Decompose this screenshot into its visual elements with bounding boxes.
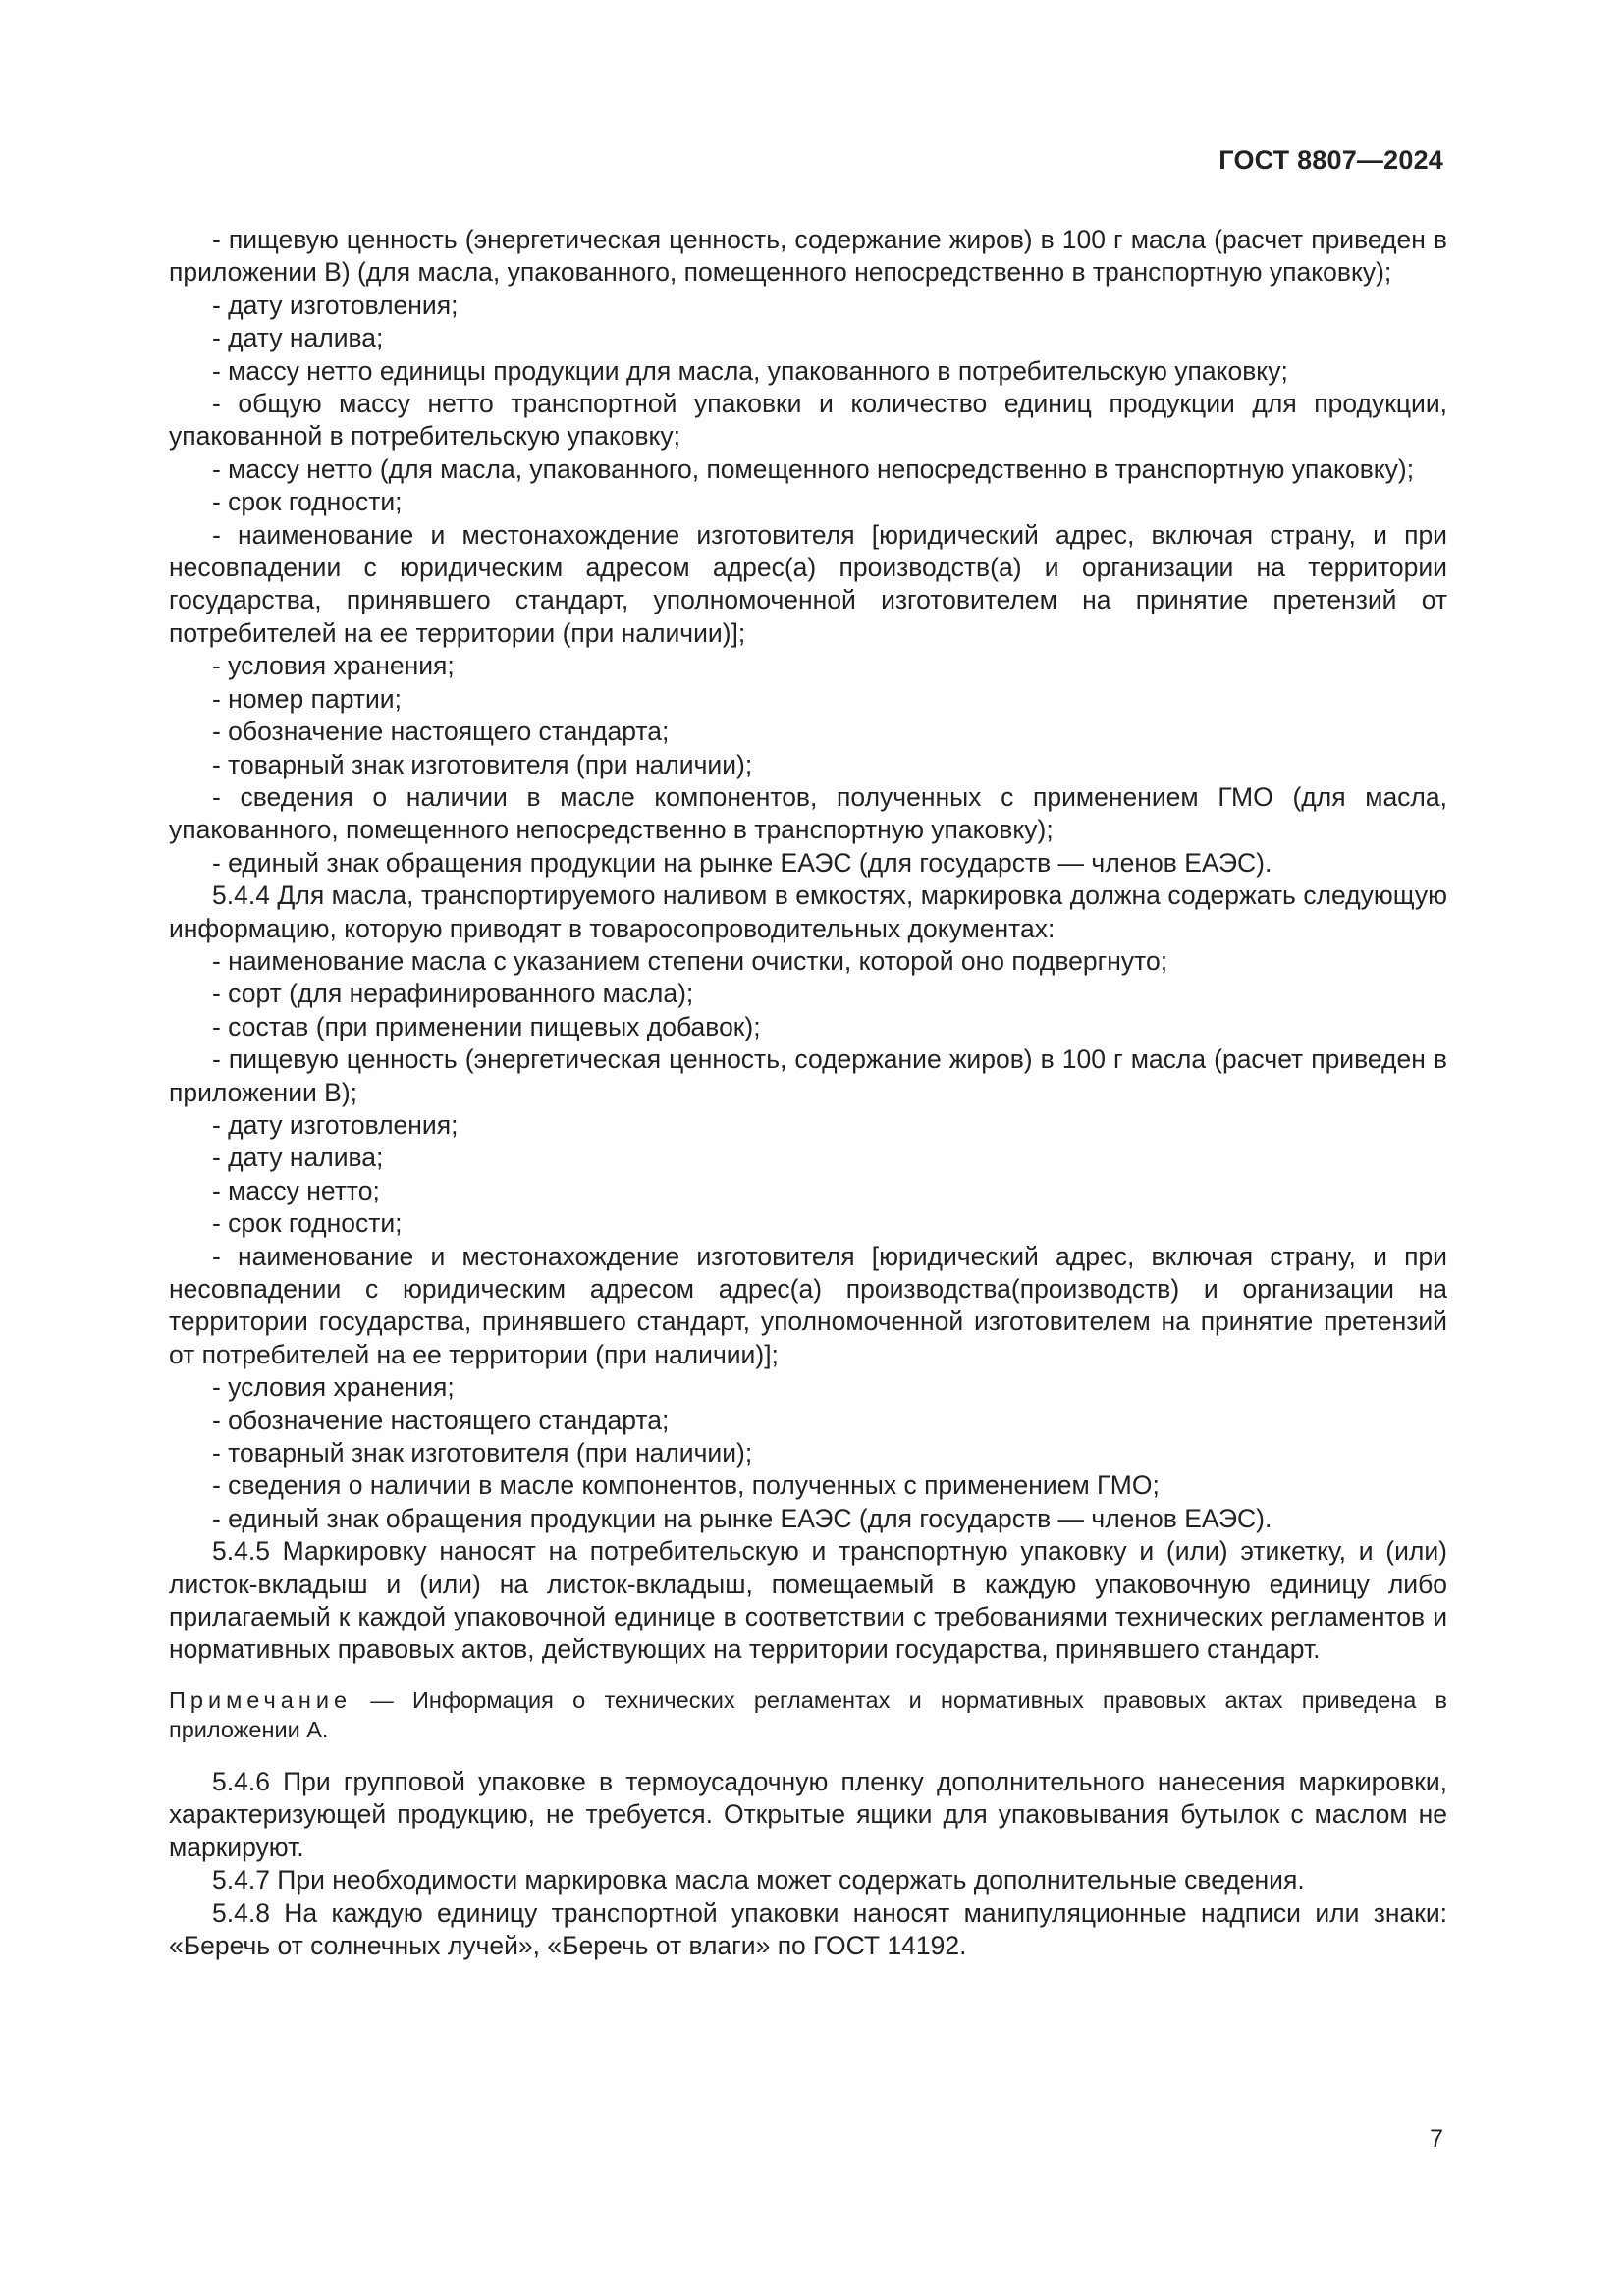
list-item: - номер партии;: [212, 683, 402, 714]
list-item: - сведения о наличии в масле компонентов, полученных с применением ГМО (для масла, упакованного, помещенного непосредственно в транспортную упаковку);: [169, 781, 1447, 845]
note-dash: —: [352, 1686, 413, 1713]
list-item: - сорт (для нерафинированного масла);: [212, 979, 694, 1009]
clause-5-4-7: 5.4.7 При необходимости маркировка масла может содержать дополнительные сведения.: [212, 1865, 1305, 1896]
list-item: - массу нетто;: [212, 1175, 380, 1205]
list-item: - обозначение настоящего стандарта;: [212, 717, 670, 747]
list-item: - массу нетто (для масла, упакованного, помещенного непосредственно в транспортную упаковку);: [212, 454, 1415, 484]
list-item: - единый знак обращения продукции на рынке ЕАЭС (для государств — членов ЕАЭС).: [212, 847, 1272, 878]
list-item: - наименование масла с указанием степени очистки, которой оно подвергнуто;: [212, 945, 1168, 976]
list-item: - дату изготовления;: [212, 1109, 459, 1140]
note: [169, 1685, 1447, 1744]
list-item: - наименование и местонахождение изготовителя [юридический адрес, включая страну, и при несовпадении с юридическим адресом адрес(а) производств(а) и организации на территории государства, принявшего стандарт, уполномоченной изготовителем на принятие претензий от потребителей на ее территории (при наличии)];: [169, 519, 1447, 648]
list-item: - дату налива;: [212, 1143, 384, 1173]
list-item: - наименование и местонахождение изготовителя [юридический адрес, включая страну, и при несовпадении с юридическим адресом адрес(а) производства(производств) и организации на территории государства, принявшего стандарт, уполномоченной изготовителем на принятие претензий от потребителей на ее территории (при наличии)];: [169, 1241, 1447, 1369]
list-item: - товарный знак изготовителя (при наличии);: [212, 749, 753, 779]
list-item: - дату изготовления;: [212, 290, 459, 320]
clause-5-4-5: 5.4.5 Маркировку наносят на потребительскую и транспортную упаковку и (или) этикетку, и (или) листок-вкладыш и (или) на листок-вкладыш, помещаемый в каждую упаковочную единицу либо прилагаемый к каждой упаковочной единице в соответствии с требованиями технических регламентов и нормативных правовых актов, действующих на территории государства, принявшего стандарт.: [169, 1536, 1447, 1665]
list-item: - срок годности;: [212, 1208, 403, 1239]
clause-5-4-6: 5.4.6 При групповой упаковке в термоусадочную пленку дополнительного нанесения маркировки, характеризующей продукцию, не требуется. Открытые ящики для упаковывания бутылок с маслом не маркируют.: [169, 1766, 1447, 1862]
list-item: - пищевую ценность (энергетическая ценность, содержание жиров) в 100 г масла (расчет приведен в приложении В) (для масла, упакованного, помещенного непосредственно в транспортную упаковку);: [169, 225, 1447, 288]
list-item: - дату налива;: [212, 323, 384, 353]
list-item: - условия хранения;: [212, 651, 455, 681]
note-text: Информация о технических регламентах и нормативных правовых актах приведена в приложении А.: [169, 1686, 1447, 1742]
document-header: ГОСТ 8807—2024: [1218, 145, 1443, 175]
list-item: - единый знак обращения продукции на рынке ЕАЭС (для государств — членов ЕАЭС).: [212, 1503, 1272, 1533]
list-item: - пищевую ценность (энергетическая ценность, содержание жиров) в 100 г масла (расчет приведен в приложении В);: [169, 1044, 1447, 1107]
note-label: Примечание: [169, 1686, 352, 1713]
list-item: - сведения о наличии в масле компонентов, полученных с применением ГМО;: [212, 1470, 1160, 1501]
page-number: 7: [1430, 2125, 1443, 2153]
list-item: - состав (при применении пищевых добавок);: [212, 1011, 761, 1041]
clause-5-4-4: 5.4.4 Для масла, транспортируемого наливом в емкостях, маркировка должна содержать следующую информацию, которую приводят в товаросопроводительных документах:: [169, 881, 1447, 943]
list-item: - срок годности;: [212, 487, 403, 517]
list-item: - массу нетто единицы продукции для масла, упакованного в потребительскую упаковку;: [212, 355, 1288, 386]
list-item: - условия хранения;: [212, 1372, 455, 1403]
list-item: - обозначение настоящего стандарта;: [212, 1405, 670, 1435]
clause-5-4-8: 5.4.8 На каждую единицу транспортной упаковки наносят манипуляционные надписи или знаки: «Беречь от солнечных лучей», «Беречь от влаги» по ГОСТ 14192.: [169, 1897, 1447, 1960]
list-item: - общую массу нетто транспортной упаковки и количество единиц продукции для продукции, упакованной в потребительскую упаковку;: [169, 389, 1447, 452]
document-body: [169, 224, 1447, 1962]
list-item: - товарный знак изготовителя (при наличии);: [212, 1438, 753, 1468]
